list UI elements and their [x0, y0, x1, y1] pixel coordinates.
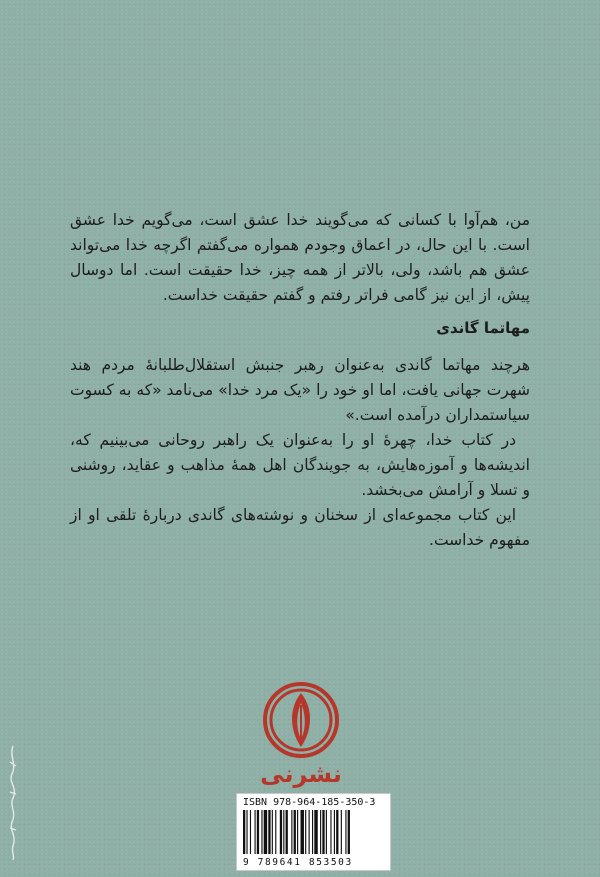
barcode-digits: 9 789641 853503 [243, 857, 353, 868]
publisher-logo [259, 681, 343, 791]
description-paragraph-2: در کتاب خدا، چهرهٔ او را به‌عنوان یک راهبر روحانی می‌بینیم که، اندیشه‌ها و آموزه‌هایش، به جویندگان اهل همهٔ مذاهب و عقاید، روشنی و تسلا و آرامش می‌بخشد. [70, 431, 530, 499]
isbn-label: ISBN 978-964-185-350-3 [243, 797, 376, 808]
nashr-ney-emblem-icon [262, 681, 340, 759]
description-paragraph-1: هرچند مهاتما گاندی به‌عنوان رهبر جنبش استقلال‌طلبانهٔ مردم هند شهرت جهانی یافت، اما او خود را «یک مرد خدا» می‌نامد «که به کسوت سیاستمداران درآمده است.» [70, 356, 530, 424]
author-name: مهاتما گاندی [436, 319, 530, 337]
description-paragraph-3: این کتاب مجموعه‌ای از سخنان و نوشته‌های گاندی دربارهٔ تلقی او از مفهوم خداست. [70, 506, 530, 549]
blurb-text [70, 208, 530, 553]
isbn-barcode [236, 793, 391, 871]
publisher-name: نشرنی [260, 760, 342, 788]
quote-paragraph: من، هم‌آوا با کسانی که می‌گویند خدا عشق است، می‌گویم خدا عشق است. با این حال، در اعماق وجودم همواره می‌گفتم اگرچه خدا می‌تواند عشق هم باشد، ولی، بالاتر از همه چیز، خدا حقیقت است. اما دوسال پیش، از این نیز گامی فراتر رفتم و گفتم حقیقت خداست. [70, 211, 530, 304]
barcode-bars [243, 810, 384, 854]
handwritten-signature-icon [6, 742, 20, 862]
